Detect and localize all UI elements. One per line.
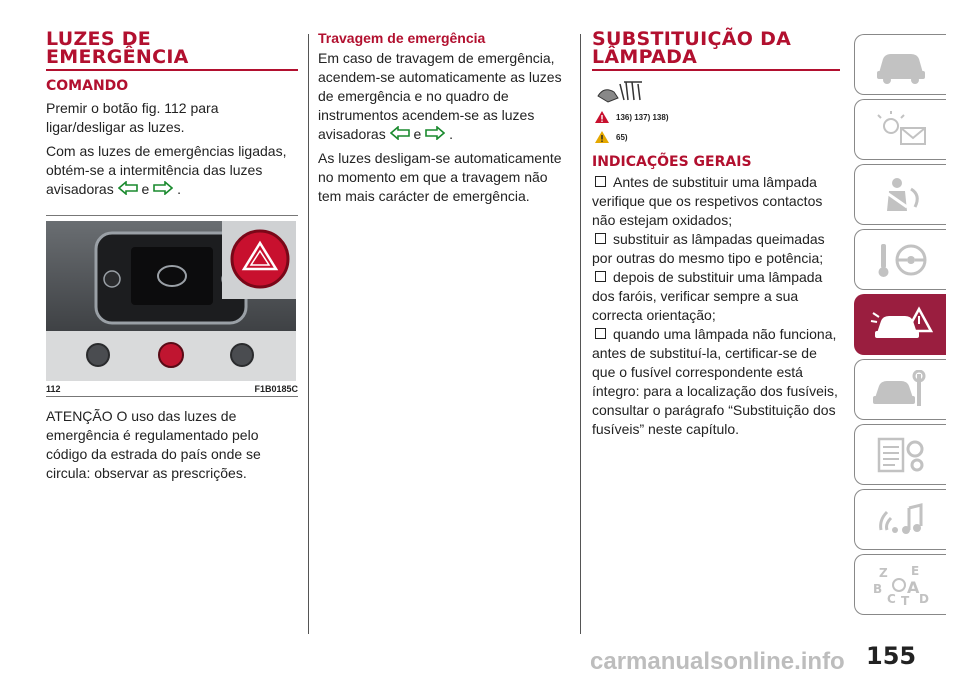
right-turn-indicator-icon	[153, 181, 173, 195]
emergency-car-icon	[869, 303, 933, 347]
bullet-box-icon	[595, 271, 606, 282]
tab-vehicle-knowledge[interactable]	[854, 34, 946, 95]
danger-warning	[594, 110, 840, 124]
warning-references: 65)	[616, 132, 628, 142]
conjunction: e	[141, 181, 150, 197]
punctuation: .	[177, 181, 181, 197]
page-number: 155	[866, 642, 917, 670]
title-line: SUBSTITUIÇÃO DA	[592, 28, 792, 50]
column-hazard-lights	[46, 30, 298, 488]
title-rule	[592, 69, 840, 71]
title-line: LÂMPADA	[592, 46, 698, 68]
tab-safety[interactable]	[854, 164, 946, 225]
title-line: LUZES DE	[46, 28, 152, 50]
caution-warning	[594, 130, 840, 144]
document-and-gears-icon	[871, 435, 931, 475]
tab-maintenance[interactable]	[854, 359, 946, 420]
section-subtitle: COMANDO	[46, 78, 129, 94]
paragraph	[318, 49, 568, 144]
dashboard-photo	[46, 221, 296, 381]
column-emergency-braking	[318, 30, 568, 211]
bulb-tool-icon	[596, 78, 646, 104]
left-turn-indicator-icon	[118, 181, 138, 195]
tab-multimedia[interactable]	[854, 489, 946, 550]
caution-warning-icon	[594, 130, 610, 144]
svg-text:D: D	[918, 591, 929, 606]
svg-text:T: T	[900, 593, 909, 607]
section-heading: Travagem de emergência	[318, 30, 486, 46]
danger-warning-icon	[594, 110, 610, 124]
bullet-box-icon	[595, 233, 606, 244]
note-paragraph: ATENÇÃO O uso das luzes de emergência é regulamentado pelo código da estrada do país onde se circula: observar as prescrições.	[46, 408, 261, 481]
list-item	[592, 325, 840, 439]
svg-text:B: B	[872, 581, 882, 596]
paragraph-text: Com as luzes de emergências ligadas, obtém-se a intermitência das luzes avisadoras	[46, 143, 287, 197]
svg-text:A: A	[906, 577, 919, 597]
car-icon	[871, 45, 931, 85]
bullet-box-icon	[595, 176, 606, 187]
left-turn-indicator-icon	[390, 126, 410, 140]
figure	[46, 215, 298, 397]
svg-text:C: C	[886, 591, 896, 606]
list-item-text: substituir as lâmpadas queimadas por outras do mesmo tipo e potência;	[592, 231, 825, 266]
column-divider	[580, 34, 581, 634]
car-and-wrench-icon	[871, 370, 931, 410]
tab-emergency[interactable]	[854, 294, 946, 355]
section-title	[46, 30, 298, 66]
paragraph: Premir o botão fig. 112 para ligar/desligar as luzes.	[46, 100, 219, 135]
warning-references: 136) 137) 138)	[616, 112, 669, 122]
key-and-steering-wheel-icon	[871, 240, 931, 280]
paragraph	[46, 142, 298, 199]
tab-index[interactable]	[854, 554, 946, 615]
section-title	[592, 30, 840, 66]
conjunction: e	[413, 126, 422, 142]
list-item-text: Antes de substituir uma lâmpada verifique que os respetivos contactos não estejam oxidados;	[592, 174, 823, 228]
dashboard-illustration	[46, 221, 296, 381]
chapter-tabs	[854, 34, 946, 619]
tab-warning-lights[interactable]	[854, 99, 946, 160]
svg-text:Z: Z	[878, 565, 888, 580]
tab-technical-data[interactable]	[854, 424, 946, 485]
paragraph: As luzes desligam-se automaticamente no momento em que a travagem não tem mais carácter de emergência.	[318, 150, 562, 204]
lights-and-message-icon	[871, 110, 931, 150]
seatbelt-icon	[871, 175, 931, 215]
paragraph-text: Em caso de travagem de emergência, acendem-se automaticamente as luzes de emergência e no quadro de instrumentos acendem-se as luzes avisadoras	[318, 50, 562, 142]
punctuation: .	[449, 126, 453, 142]
column-divider	[308, 34, 309, 634]
list-item	[592, 173, 840, 230]
title-rule	[46, 69, 298, 71]
alphabet-index-icon	[871, 563, 931, 607]
multimedia-icon	[871, 500, 931, 540]
figure-caption	[46, 381, 298, 397]
list-item-text: depois de substituir uma lâmpada dos faróis, verificar sempre a sua correcta orientação;	[592, 269, 823, 323]
figure-code: F1B0185C	[254, 384, 298, 394]
bullet-box-icon	[595, 328, 606, 339]
list-item	[592, 230, 840, 268]
title-line: EMERGÊNCIA	[46, 46, 189, 68]
column-bulb-replacement	[592, 30, 840, 439]
list-item-text: quando uma lâmpada não funciona, antes de substituí-la, certificar-se de que o fusível correspondente está íntegro: para a localização dos fusíveis, consultar o parágrafo “Substituição dos fusíveis” neste capítulo.	[592, 326, 838, 437]
tab-starting-driving[interactable]	[854, 229, 946, 290]
right-turn-indicator-icon	[425, 126, 445, 140]
svg-text:E: E	[910, 563, 919, 578]
figure-number: 112	[46, 384, 61, 394]
watermark: carmanualsonline.info	[590, 648, 845, 675]
list-item	[592, 268, 840, 325]
section-subtitle: INDICAÇÕES GERAIS	[592, 154, 752, 170]
